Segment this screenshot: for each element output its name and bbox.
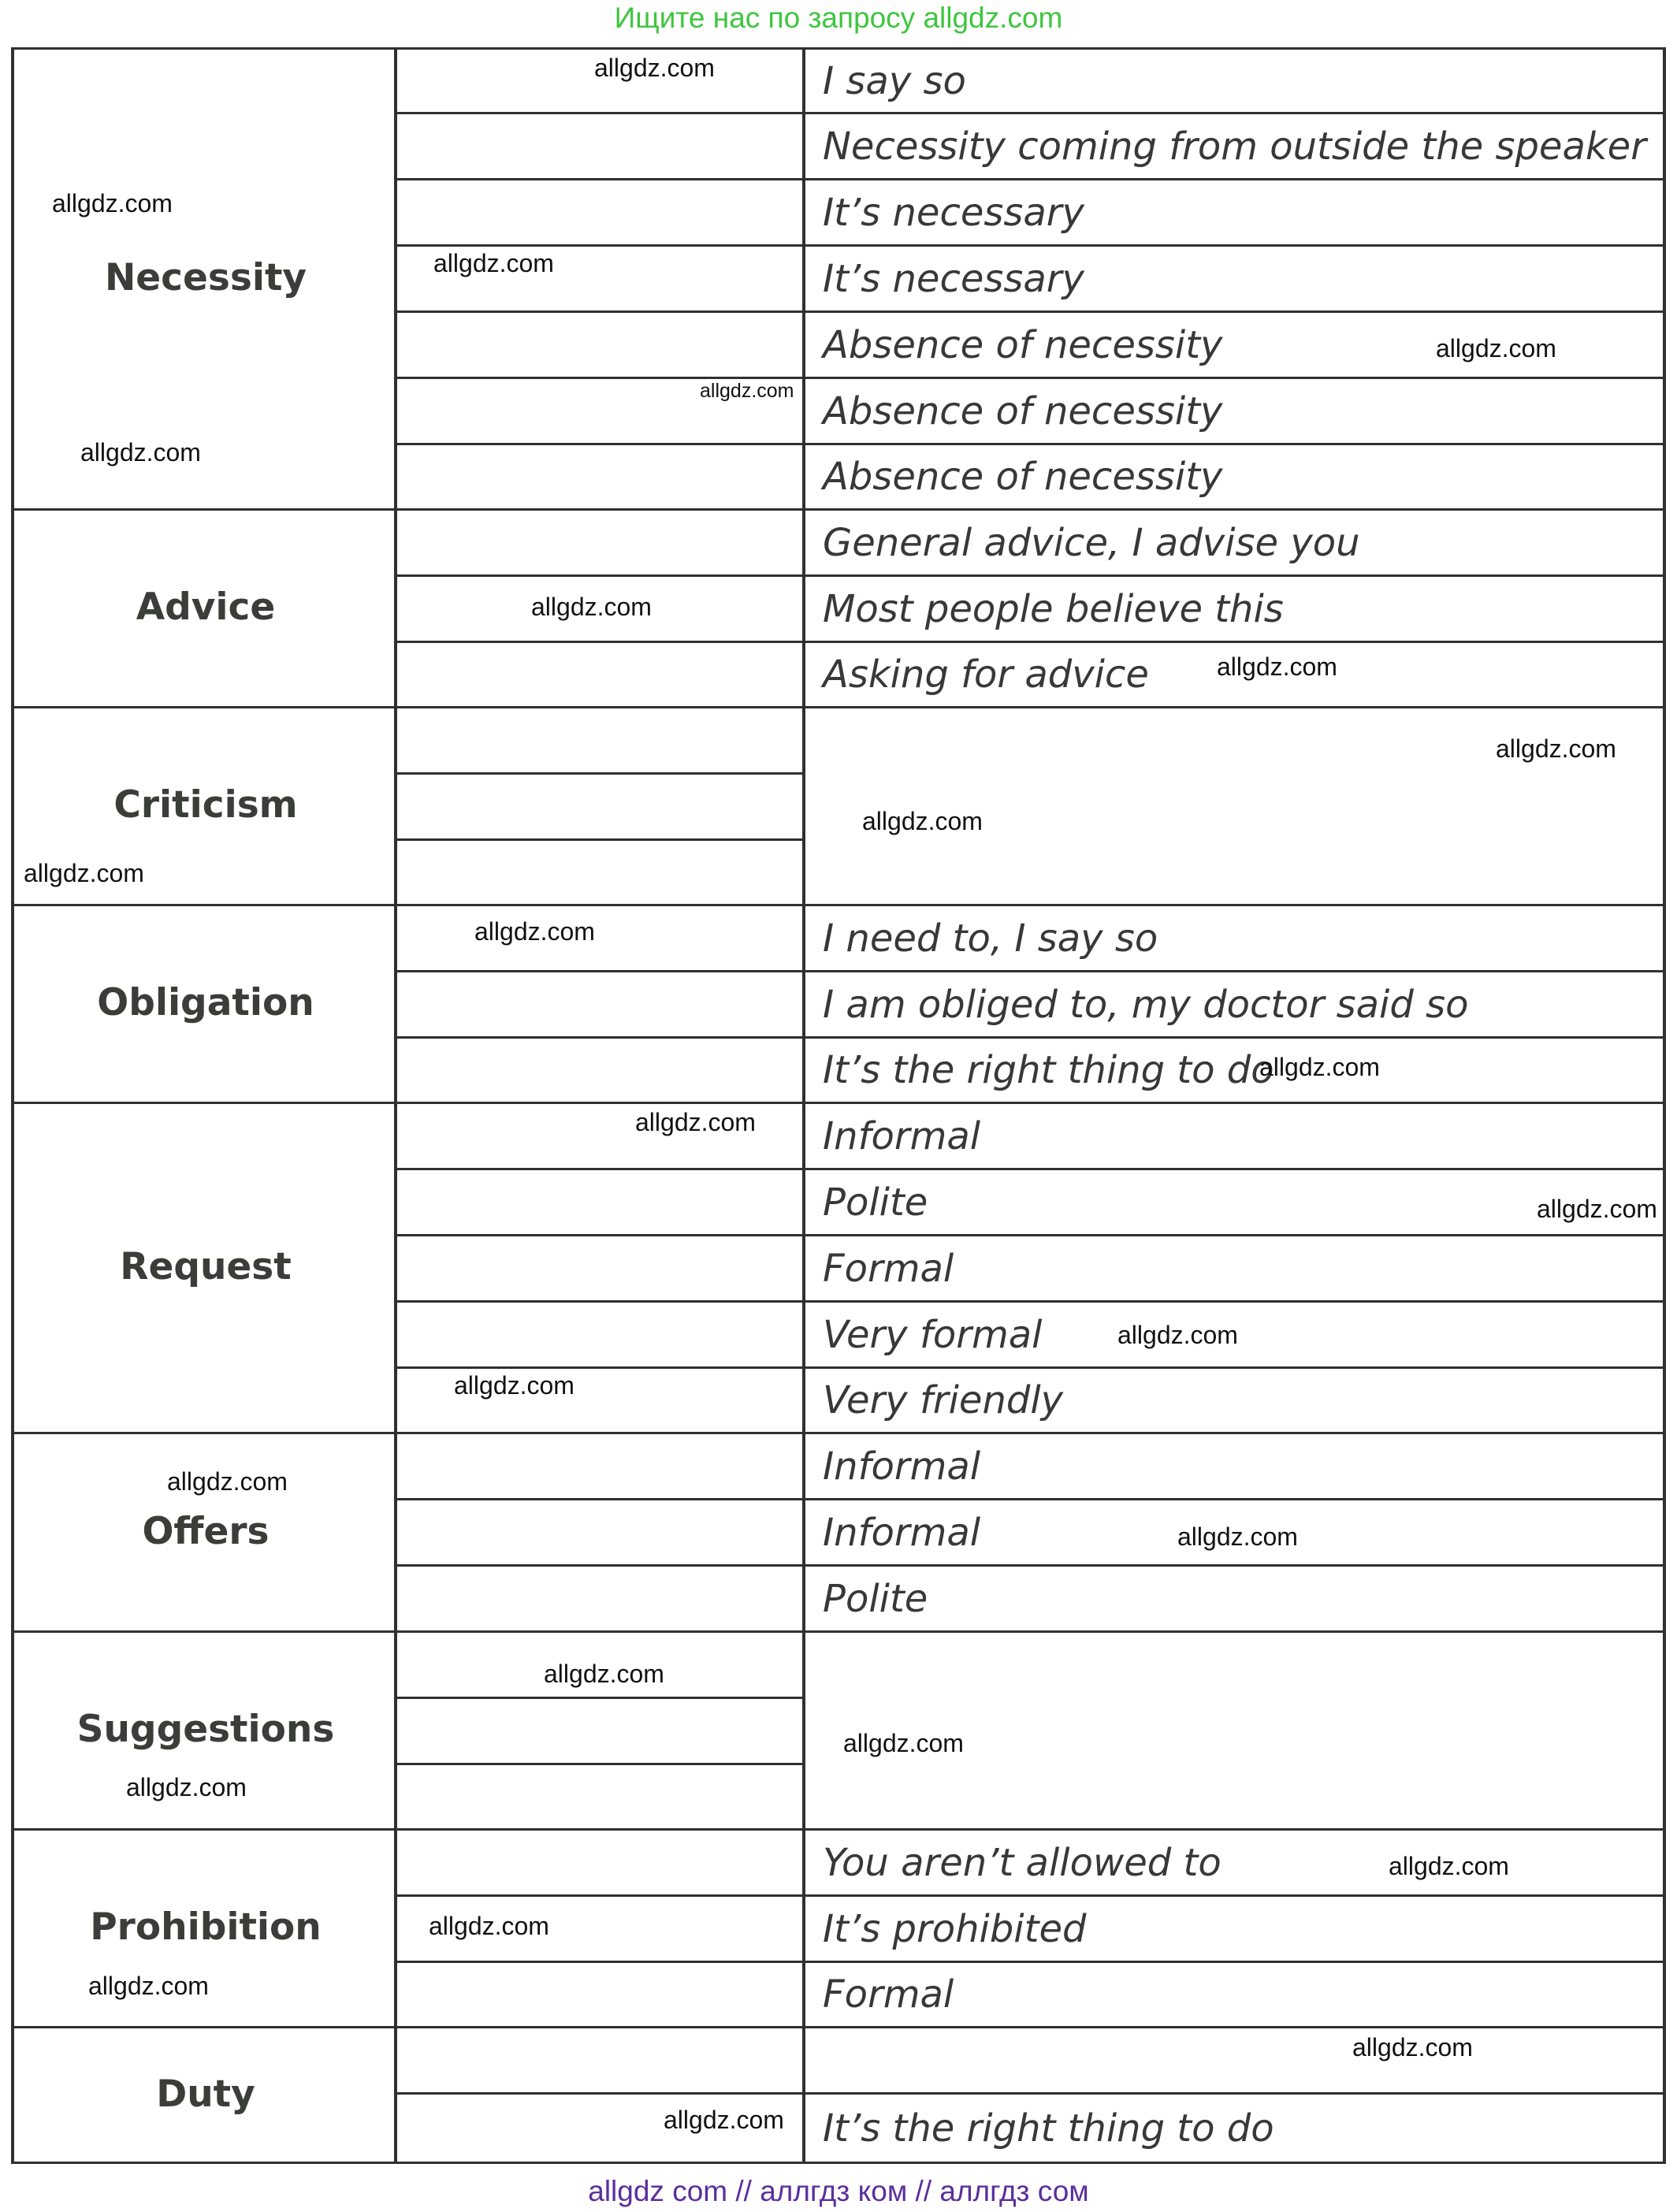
watermark: allgdz.com — [474, 917, 595, 946]
watermark: allgdz.com — [1389, 1852, 1509, 1880]
watermark: allgdz.com — [594, 54, 715, 82]
watermark: allgdz.com — [80, 438, 201, 467]
meaning-cell: Absence of necessity — [823, 322, 1223, 367]
watermark: allgdz.com — [126, 1773, 247, 1801]
category-request: Request — [120, 1245, 292, 1288]
meaning-cell: It’s the right thing to do — [823, 1048, 1274, 1092]
watermark: allgdz.com — [1259, 1053, 1380, 1081]
watermark: allgdz.com — [1177, 1522, 1298, 1551]
meaning-cell: I am obliged to, my doctor said so — [823, 982, 1469, 1027]
watermark: allgdz.com — [1496, 734, 1616, 763]
table-border-bottom — [11, 2162, 1666, 2164]
watermark: allgdz.com — [454, 1371, 574, 1400]
meaning-cell: Polite — [823, 1180, 928, 1225]
row-divider — [394, 1763, 804, 1765]
meaning-cell: Necessity coming from outside the speaker — [823, 124, 1646, 169]
table-border-right — [1663, 47, 1666, 2164]
watermark: allgdz.com — [664, 2106, 784, 2134]
watermark: allgdz.com — [843, 1729, 964, 1757]
meaning-cell: Formal — [823, 1246, 954, 1291]
meaning-cell: Most people believe this — [823, 586, 1284, 631]
meaning-cell: I say so — [823, 58, 966, 103]
watermark: allgdz.com — [52, 189, 173, 217]
watermark: allgdz.com — [429, 1912, 549, 1940]
meaning-cell: I need to, I say so — [823, 916, 1158, 961]
meaning-cell: It’s necessary — [823, 190, 1084, 235]
meaning-cell: General advice, I advise you — [823, 520, 1360, 565]
category-prohibition: Prohibition — [90, 1905, 322, 1949]
row-divider — [394, 772, 804, 775]
category-offers: Offers — [142, 1509, 270, 1553]
top-banner: Ищите нас по запросу allgdz.com — [614, 2, 1063, 34]
watermark: allgdz.com — [433, 249, 554, 277]
footer-watermark: allgdz com // аллгдз ком // аллгдз сом — [588, 2175, 1089, 2207]
watermark: allgdz.com — [167, 1467, 288, 1496]
category-obligation: Obligation — [97, 981, 314, 1024]
meaning-cell: Informal — [823, 1444, 981, 1489]
category-criticism: Criticism — [113, 783, 298, 827]
watermark: allgdz.com — [700, 380, 794, 402]
answer-cell[interactable] — [397, 114, 820, 178]
category-advice: Advice — [136, 586, 276, 629]
meaning-cell: It’s necessary — [823, 256, 1084, 301]
answer-cell[interactable] — [397, 313, 820, 377]
watermark: allgdz.com — [544, 1660, 664, 1688]
watermark: allgdz.com — [88, 1972, 209, 2000]
watermark: allgdz.com — [635, 1108, 756, 1136]
meaning-cell: It’s prohibited — [823, 1906, 1087, 1951]
watermark: allgdz.com — [1217, 652, 1337, 681]
meaning-cell: Informal — [823, 1113, 981, 1158]
watermark: allgdz.com — [1537, 1195, 1657, 1223]
meaning-cell: Absence of necessity — [823, 388, 1223, 433]
watermark: allgdz.com — [1352, 2033, 1473, 2061]
modal-verbs-table — [11, 47, 1666, 2164]
row-divider — [394, 1697, 804, 1699]
meaning-cell: Polite — [823, 1576, 928, 1621]
category-necessity: Necessity — [104, 256, 307, 299]
meaning-cell: It’s the right thing to do — [823, 2106, 1274, 2151]
answer-cell[interactable] — [397, 180, 820, 244]
meaning-cell: Informal — [823, 1510, 981, 1555]
watermark: allgdz.com — [862, 807, 983, 835]
meaning-cell: Asking for advice — [823, 652, 1149, 697]
answer-cell[interactable] — [397, 445, 820, 508]
meaning-cell: Very formal — [823, 1312, 1043, 1357]
watermark: allgdz.com — [24, 859, 144, 887]
watermark: allgdz.com — [531, 593, 652, 621]
meaning-cell — [823, 2028, 1658, 2092]
meaning-cell: Formal — [823, 1972, 954, 2017]
meaning-cell: You aren’t allowed to — [823, 1840, 1221, 1885]
category-suggestions: Suggestions — [76, 1708, 335, 1751]
meaning-cell: Absence of necessity — [823, 455, 1223, 499]
watermark: allgdz.com — [1436, 334, 1556, 362]
meaning-cell: Very friendly — [823, 1378, 1064, 1422]
row-divider — [394, 838, 804, 841]
watermark: allgdz.com — [1117, 1321, 1238, 1349]
category-duty: Duty — [156, 2072, 255, 2116]
